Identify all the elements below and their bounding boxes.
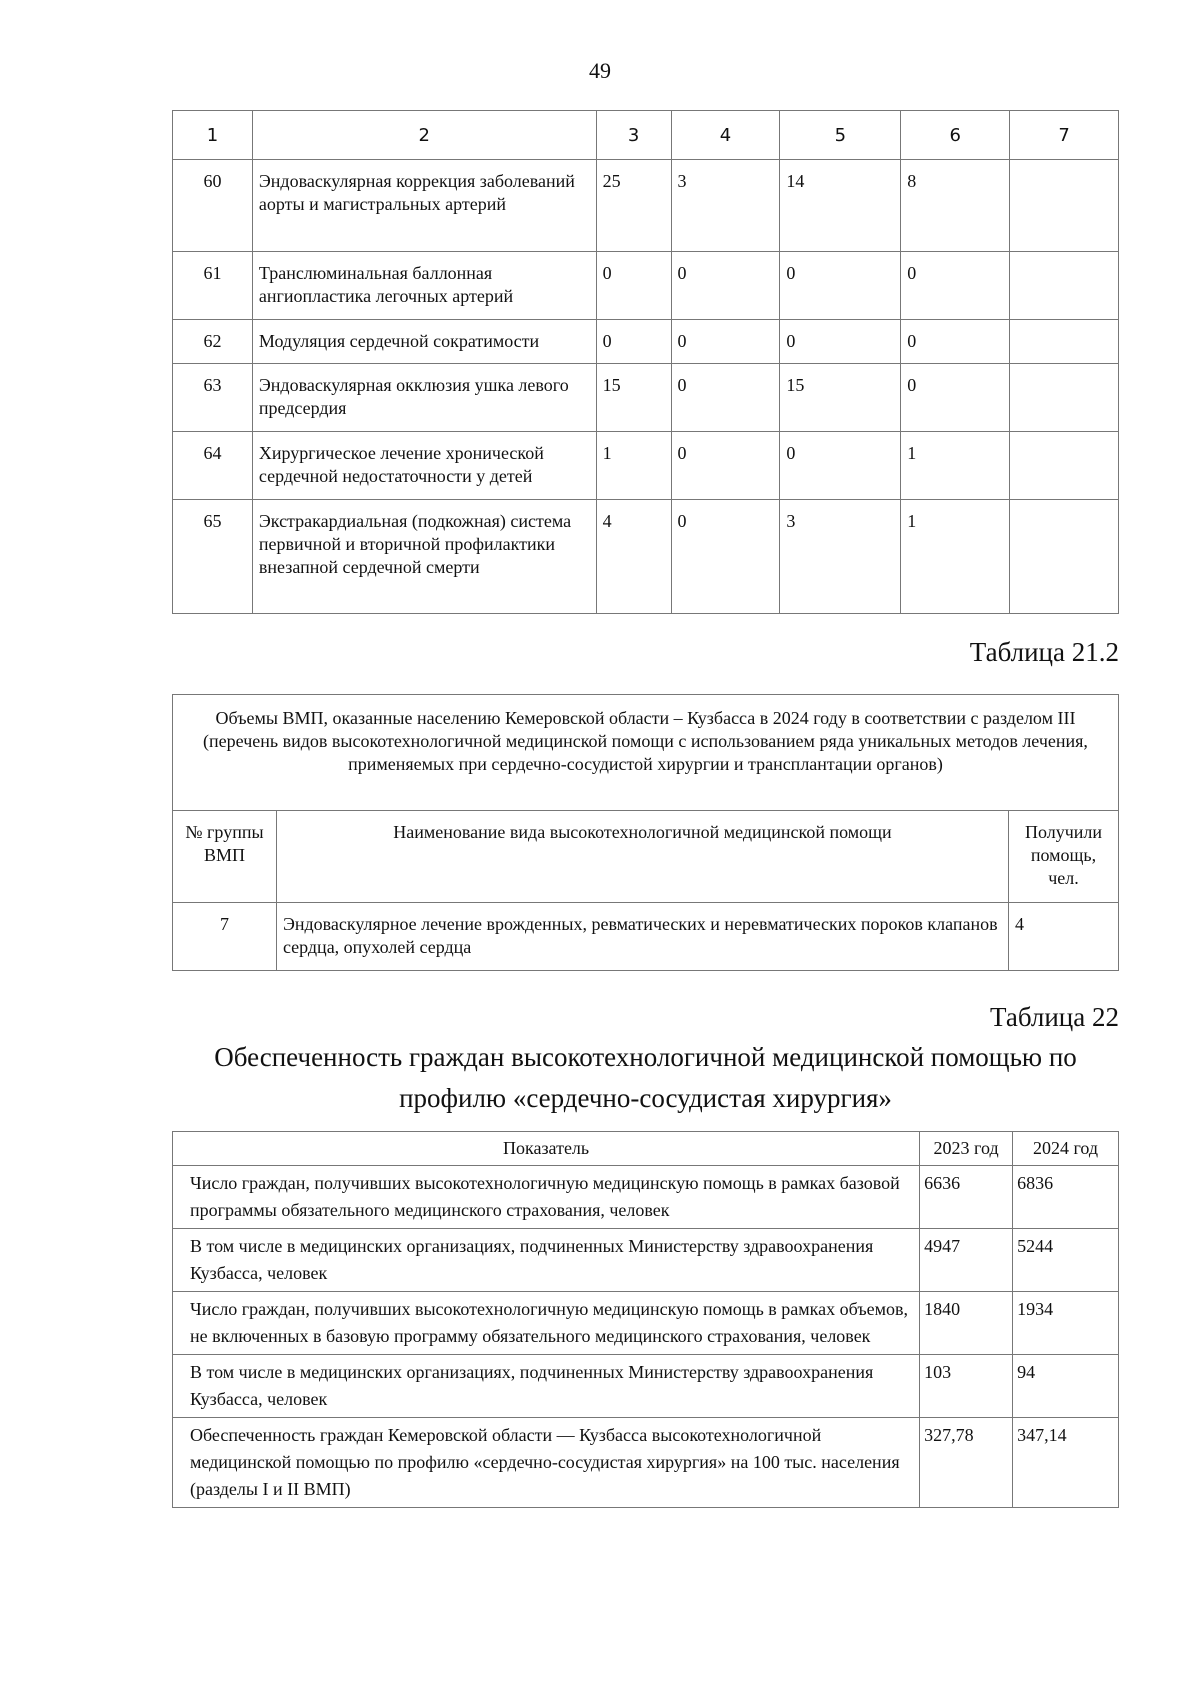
column-header: 2023 год xyxy=(920,1132,1013,1166)
cell-value: 0 xyxy=(596,320,671,364)
cell-value: 0 xyxy=(780,432,901,500)
cell-value xyxy=(1010,320,1119,364)
column-header: 1 xyxy=(173,111,253,160)
page-number: 49 xyxy=(589,58,611,83)
cell-value: 8 xyxy=(901,160,1010,252)
cell-value: 0 xyxy=(671,252,780,320)
value-2024: 6836 xyxy=(1013,1166,1119,1229)
table-row xyxy=(173,500,1119,614)
cell-value: 0 xyxy=(671,500,780,614)
row-number: 63 xyxy=(173,364,253,432)
cell-value xyxy=(1010,160,1119,252)
row-name: Транслюминальная баллонная ангиопластика легочных артерий xyxy=(252,252,596,320)
row-number: 62 xyxy=(173,320,253,364)
cell-value xyxy=(1010,364,1119,432)
table-row xyxy=(173,252,1119,320)
row-name: Число граждан, получивших высокотехнологичную медицинскую помощь в рамках базовой программы обязательного медицинского страхования, человек xyxy=(173,1166,920,1229)
cell-value: 0 xyxy=(596,252,671,320)
cell-value: 3 xyxy=(671,160,780,252)
row-name: Эндоваскулярное лечение врожденных, ревматических и неревматических пороков клапанов сердца, опухолей сердца xyxy=(276,903,1008,971)
table-22-label: Таблица 22 xyxy=(990,1002,1119,1032)
continuation-table xyxy=(172,110,1119,614)
cell-value: 14 xyxy=(780,160,901,252)
row-name: В том числе в медицинских организациях, подчиненных Министерству здравоохранения Кузбасса, человек xyxy=(173,1355,920,1418)
table-row xyxy=(173,1355,1119,1418)
table-row xyxy=(173,1292,1119,1355)
cell-value: 15 xyxy=(596,364,671,432)
cell-value: 1 xyxy=(596,432,671,500)
cell-value: 25 xyxy=(596,160,671,252)
cell-value: 0 xyxy=(671,364,780,432)
cell-value: 0 xyxy=(901,364,1010,432)
value-2023: 6636 xyxy=(920,1166,1013,1229)
cell-value: 1 xyxy=(901,432,1010,500)
row-name: Эндоваскулярная окклюзия ушка левого предсердия xyxy=(252,364,596,432)
column-header: Получили помощь, чел. xyxy=(1009,811,1119,903)
cell-value xyxy=(1010,500,1119,614)
row-name: Модуляция сердечной сократимости xyxy=(252,320,596,364)
table-row xyxy=(173,1229,1119,1292)
table-row xyxy=(173,1166,1119,1229)
column-header: 7 xyxy=(1010,111,1119,160)
cell-value: 0 xyxy=(780,252,901,320)
cell-value: 15 xyxy=(780,364,901,432)
row-number: 61 xyxy=(173,252,253,320)
table-caption-row xyxy=(173,695,1119,811)
column-header: 2 xyxy=(252,111,596,160)
value-2023: 1840 xyxy=(920,1292,1013,1355)
value-2024: 5244 xyxy=(1013,1229,1119,1292)
value-2023: 103 xyxy=(920,1355,1013,1418)
cell-value: 0 xyxy=(671,432,780,500)
cell-value: 4 xyxy=(1009,903,1119,971)
table-row xyxy=(173,903,1119,971)
value-2023: 327,78 xyxy=(920,1418,1013,1508)
table-21-2-label: Таблица 21.2 xyxy=(969,637,1119,667)
column-header: Показатель xyxy=(173,1132,920,1166)
value-2024: 347,14 xyxy=(1013,1418,1119,1508)
table-header-row xyxy=(173,1132,1119,1166)
row-name: В том числе в медицинских организациях, подчиненных Министерству здравоохранения Кузбасса, человек xyxy=(173,1229,920,1292)
cell-value xyxy=(1010,432,1119,500)
table-caption: Объемы ВМП, оказанные населению Кемеровской области – Кузбасса в 2024 году в соответствии с разделом III (перечень видов высокотехнологичной медицинской помощи с использованием ряда уникальных методов лечения, применяемых при сердечно-сосудистой хирургии и трансплантации органов) xyxy=(173,695,1119,811)
table-row xyxy=(173,160,1119,252)
value-2024: 1934 xyxy=(1013,1292,1119,1355)
table-row xyxy=(173,364,1119,432)
table-21-2 xyxy=(172,694,1119,971)
cell-value xyxy=(1010,252,1119,320)
table-header-row xyxy=(173,811,1119,903)
row-number: 60 xyxy=(173,160,253,252)
column-header: Наименование вида высокотехнологичной медицинской помощи xyxy=(276,811,1008,903)
column-header: 3 xyxy=(596,111,671,160)
group-number: 7 xyxy=(173,903,277,971)
value-2024: 94 xyxy=(1013,1355,1119,1418)
table-row xyxy=(173,1418,1119,1508)
table-22 xyxy=(172,1131,1119,1508)
value-2023: 4947 xyxy=(920,1229,1013,1292)
row-name: Эндоваскулярная коррекция заболеваний аорты и магистральных артерий xyxy=(252,160,596,252)
table-row xyxy=(173,432,1119,500)
row-name: Обеспеченность граждан Кемеровской области — Кузбасса высокотехнологичной медицинской помощью по профилю «сердечно-сосудистая хирургия» на 100 тыс. населения (разделы I и II ВМП) xyxy=(173,1418,920,1508)
column-header: № группы ВМП xyxy=(173,811,277,903)
cell-value: 0 xyxy=(780,320,901,364)
cell-value: 0 xyxy=(901,320,1010,364)
column-header: 6 xyxy=(901,111,1010,160)
cell-value: 4 xyxy=(596,500,671,614)
row-name: Хирургическое лечение хронической сердечной недостаточности у детей xyxy=(252,432,596,500)
row-name: Число граждан, получивших высокотехнологичную медицинскую помощь в рамках объемов, не включенных в базовую программу обязательного медицинского страхования, человек xyxy=(173,1292,920,1355)
table-header-row xyxy=(173,111,1119,160)
column-header: 4 xyxy=(671,111,780,160)
table-22-title: Обеспеченность граждан высокотехнологичной медицинской помощью по профилю «сердечно-сосудистая хирургия» xyxy=(214,1042,1077,1113)
column-header: 5 xyxy=(780,111,901,160)
row-name: Экстракардиальная (подкожная) система первичной и вторичной профилактики внезапной сердечной смерти xyxy=(252,500,596,614)
cell-value: 3 xyxy=(780,500,901,614)
cell-value: 1 xyxy=(901,500,1010,614)
cell-value: 0 xyxy=(901,252,1010,320)
column-header: 2024 год xyxy=(1013,1132,1119,1166)
row-number: 64 xyxy=(173,432,253,500)
cell-value: 0 xyxy=(671,320,780,364)
row-number: 65 xyxy=(173,500,253,614)
table-row xyxy=(173,320,1119,364)
